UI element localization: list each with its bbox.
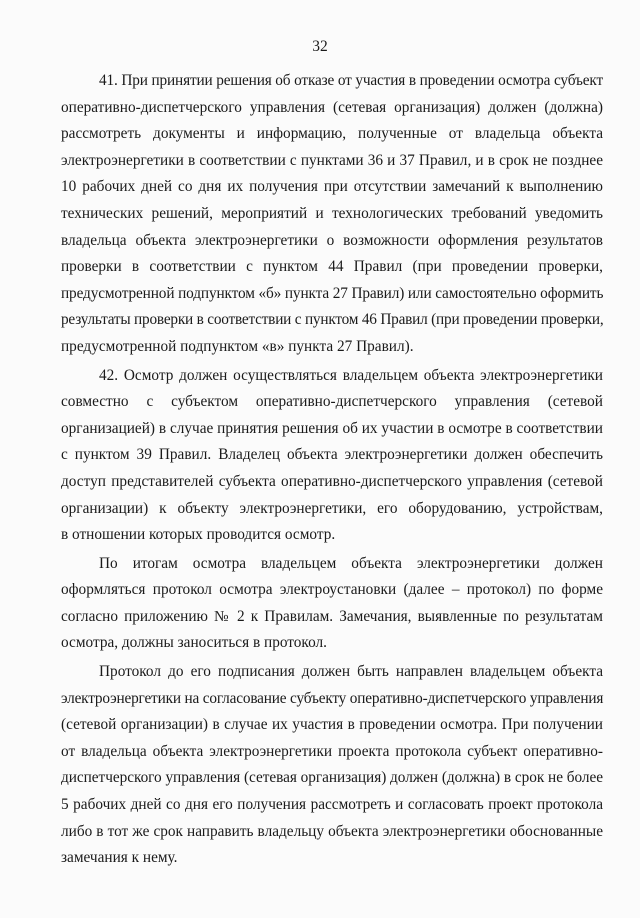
text-line: предусмотренной подпунктом «в» пункта 27 Правил). (61, 337, 414, 355)
text-line: либо в тот же срок направить владельцу объекта электроэнергетики обоснованные (61, 822, 603, 840)
text-line: 10 рабочих дней со дня их получения при отсутствии замечаний к выполнению (61, 178, 603, 196)
text-line: доступ представителей субъекта оперативно-диспетчерского управления (сетевой (61, 472, 603, 490)
text-line: от владельца объекта электроэнергетики проекта протокола субъект оперативно- (61, 742, 603, 760)
text-line: организацией) в случае принятия решения об их участии в осмотре в соответствии (61, 419, 603, 437)
text-line: замечания к нему. (61, 849, 178, 867)
text-line: электроэнергетики в соответствии с пунктами 36 и 37 Правил, и в срок не позднее (61, 151, 603, 169)
text-line: проверки в соответствии с пунктом 44 Правил (при проведении проверки, (61, 258, 603, 276)
text-line: рассмотреть документы и информацию, полученные от владельца объекта (61, 125, 603, 143)
text-line: осмотра, должны заноситься в протокол. (61, 634, 327, 652)
paragraph-results (61, 551, 603, 657)
text-line: оформляться протокол осмотра электроустановки (далее – протокол) по форме (61, 581, 603, 599)
text-line: (сетевой организации) в случае их участия в проведении осмотра. При получении (61, 716, 603, 734)
text-line: владельца объекта электроэнергетики о возможности оформления результатов (61, 231, 603, 249)
text-line: оперативно-диспетчерского управления (сетевая организация) должен (должна) (61, 98, 603, 116)
text-line: 5 рабочих дней со дня его получения рассмотреть и согласовать проект протокола (61, 796, 603, 814)
paragraph-41 (61, 68, 603, 361)
text-line: совместно с субъектом оперативно-диспетчерского управления (сетевой (61, 393, 603, 411)
paragraph-protocol (61, 659, 603, 872)
text-line: в отношении которых проводится осмотр. (61, 526, 336, 544)
paragraph-42 (61, 363, 603, 549)
text-line: технических решений, мероприятий и технологических требований уведомить (61, 204, 603, 222)
page-number: 32 (312, 38, 328, 55)
text-line: Протокол до его подписания должен быть направлен владельцем объекта (99, 663, 603, 681)
text-line: По итогам осмотра владельцем объекта электроэнергетики должен (99, 554, 603, 572)
text-line: организации) к объекту электроэнергетики, его оборудованию, устройствам, (61, 499, 603, 517)
text-line: 42. Осмотр должен осуществляться владельцем объекта электроэнергетики (99, 366, 603, 384)
document-body (61, 68, 603, 872)
text-line: диспетчерского управления (сетевая организация) должен (должна) в срок не более (61, 769, 603, 787)
text-line: 41. При принятии решения об отказе от участия в проведении осмотра субъект (99, 72, 603, 89)
text-line: с пунктом 39 Правил. Владелец объекта электроэнергетики должен обеспечить (61, 446, 603, 464)
text-line: результаты проверки в соответствии с пунктом 46 Правил (при проведении проверки, (61, 311, 604, 329)
text-line: электроэнергетики на согласование субъекту оперативно-диспетчерского управления (61, 689, 604, 707)
text-line: согласно приложению № 2 к Правилам. Замечания, выявленные по результатам (61, 607, 603, 625)
text-line: предусмотренной подпунктом «б» пункта 27 Правил) или самостоятельно оформить (61, 284, 604, 302)
